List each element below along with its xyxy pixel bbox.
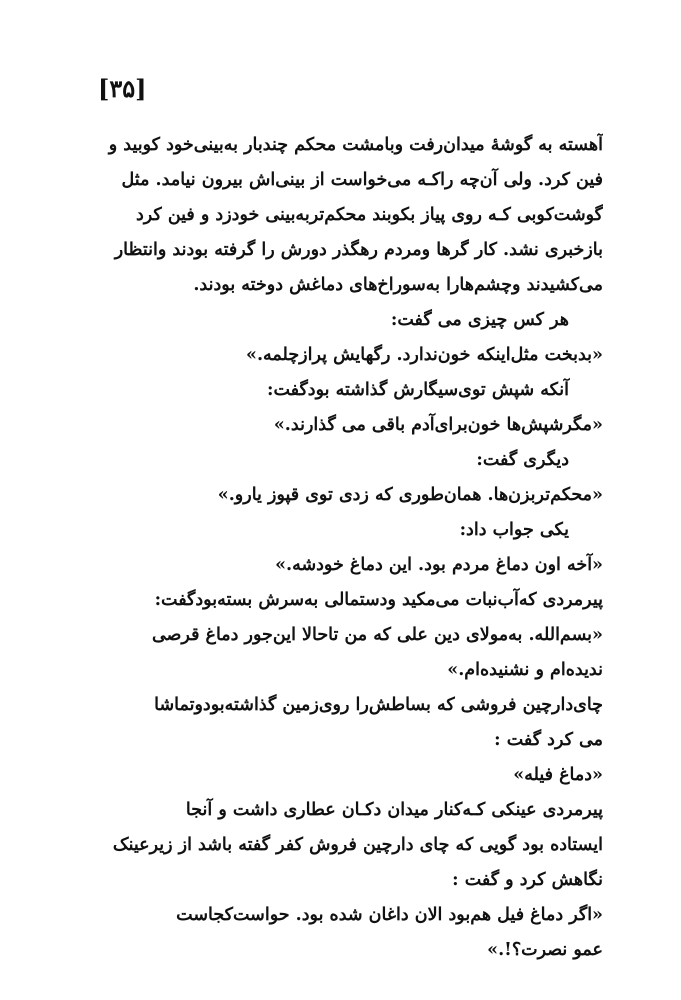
- text-line: هر کس چیزی می گفت:: [390, 310, 569, 330]
- text-line: «بدبخت مثل‌اینکه خون‌ندارد. رگهایش پراز‌چلمه.»: [246, 345, 603, 365]
- text-line: پیرمردی عینکی کـه‌کنار میدان دکـان عطاری داشت و آنجا: [185, 800, 603, 820]
- text-line: بازخبری نشد. کار گرها ومردم رهگذر دورش را گرفته بودند وانتظار: [114, 240, 603, 260]
- text-line: دیگری گفت:: [476, 450, 569, 470]
- text-line: آهسته به گوشهٔ میدان‌رفت وبامشت محکم چندبار به‌بینی‌خود کوبید و: [108, 135, 603, 155]
- text-line: نگاهش کرد و گفت :: [452, 870, 603, 890]
- text-line: پیرمردی که‌آب‌نبات می‌مکید ودستمالی به‌سرش بسته‌بود‌گفت:: [154, 590, 603, 610]
- text-line: «مگرشپش‌ها خون‌برای‌آدم باقی می گذارند.»: [273, 415, 603, 435]
- text-line: «دماغ فیله»: [513, 765, 603, 785]
- text-line: «اگر دماغ فیل هم‌بود الان داغان شده بود. حواست‌کجاست: [176, 905, 603, 925]
- text-line: آنکه شپش توی‌سیگارش گذاشته بود‌گفت:: [266, 380, 569, 400]
- text-line: ایستاده بود گویی که چای دارچین فروش کفر گفته باشد از زیرعینک: [112, 835, 603, 855]
- text-line: «آخه اون دماغ مردم بود. این دماغ خودشه.»: [275, 555, 603, 575]
- text-line: عمو نصرت؟!.»: [487, 940, 603, 960]
- text-line: می کرد گفت :: [494, 730, 603, 750]
- text-line: یکی جواب داد:: [459, 520, 569, 540]
- text-line: ندیده‌ام و نشنیده‌ام.»: [447, 660, 603, 680]
- text-line: فین کرد. ولی آن‌چه راکـه می‌خواست از بینی‌اش بیرون نیامد. مثل: [121, 170, 603, 190]
- text-line: چای‌دارچین فروشی که بساطش‌را روی‌زمین گذاشته‌بودوتماشا: [154, 695, 603, 715]
- text-line: «محکم‌تربزن‌ها. همان‌طوری که زدی توی قپوز یارو.»: [217, 485, 603, 505]
- page-number: [۳۵]: [98, 74, 147, 103]
- body-text: [92, 128, 603, 968]
- text-line: «بسم‌الله. به‌مولای دین علی که من تاحالا این‌جور دماغ قرصی: [151, 625, 603, 645]
- text-line: گوشت‌کوبی کـه روی پیاز بکوبند محکم‌تربه‌بینی خودزد و فین کرد: [135, 205, 603, 225]
- text-line: می‌کشیدند وچشم‌هارا به‌سوراخ‌های دماغش دوخته بودند.: [193, 275, 603, 295]
